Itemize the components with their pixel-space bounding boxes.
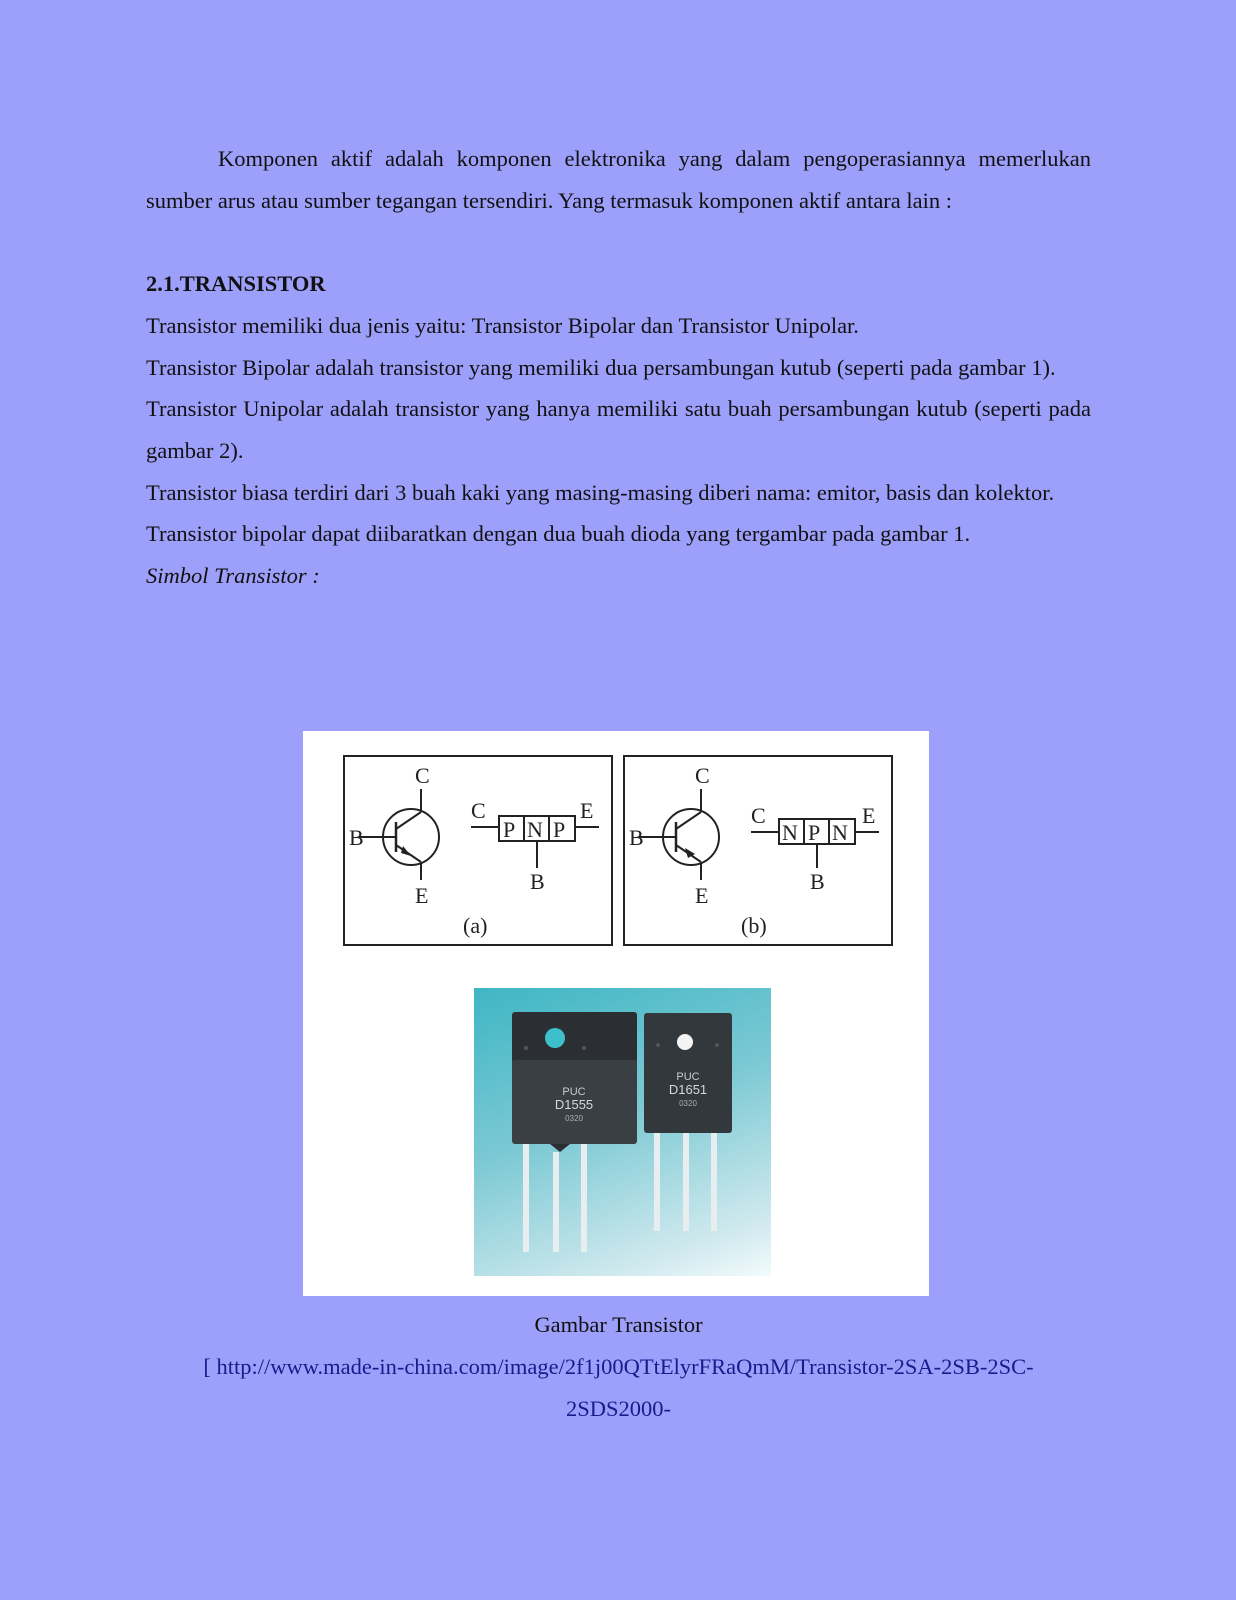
npn-block-collector-label: C [751, 803, 766, 828]
paragraph-unipolar: Transistor Unipolar adalah transistor yang hanya memiliki satu buah persambungan kutub (seperti pada gambar 2). [146, 396, 1091, 463]
figure-caption: Gambar Transistor [534, 1312, 703, 1337]
left-transistor-code: 0320 [565, 1114, 583, 1123]
document-body [146, 138, 1091, 597]
npn-symbol-collector-label: C [695, 763, 710, 788]
paragraph-legs: Transistor biasa terdiri dari 3 buah kaki yang masing-masing diberi nama: emitor, basis dan kolektor. [146, 479, 1055, 505]
pnp-symbol-collector-label: C [415, 763, 430, 788]
pnp-block-collector-label: C [471, 798, 486, 823]
paragraph-types: Transistor memiliki dua jenis yaitu: Transistor Bipolar dan Transistor Unipolar. [146, 312, 859, 338]
pnp-symbol-emitter-label: E [415, 883, 429, 908]
right-transistor-code: 0320 [679, 1099, 697, 1108]
npn-symbol-diagram [623, 755, 893, 946]
pnp-junction-n: N [527, 817, 543, 842]
left-transistor-part: D1555 [554, 1097, 594, 1112]
npn-block-base-label: B [810, 869, 825, 894]
pnp-symbol-diagram [343, 755, 613, 946]
left-transistor-brand: PUC [562, 1086, 586, 1098]
diagram-b-label: (b) [741, 913, 767, 938]
paragraph-diode: Transistor bipolar dapat diibaratkan dengan dua buah dioda yang tergambar pada gambar 1. [146, 521, 971, 547]
paragraph-bipolar: Transistor Bipolar adalah transistor yang memiliki dua persambungan kutub (seperti pada gambar 1). [146, 354, 1056, 380]
pnp-symbol-base-label: B [349, 825, 364, 850]
transistor-figure [303, 731, 929, 1296]
transistor-photo-drawing [474, 988, 771, 1276]
source-link-line-2[interactable]: 2SDS2000- [565, 1396, 672, 1421]
npn-symbol-emitter-label: E [695, 883, 709, 908]
transistor-photo [474, 988, 771, 1276]
section-heading: 2.1.TRANSISTOR [146, 271, 326, 297]
npn-block-emitter-label: E [862, 803, 876, 828]
npn-junction-n2: N [832, 820, 848, 845]
npn-symbol-base-label: B [629, 825, 644, 850]
npn-junction-p: P [808, 820, 821, 845]
npn-junction-n1: N [782, 820, 798, 845]
pnp-block-base-label: B [530, 869, 545, 894]
intro-paragraph: Komponen aktif adalah komponen elektronika yang dalam pengoperasiannya memerlukan sumber arus atau sumber tegangan tersendiri. Yang termasuk komponen aktif antara lain : [146, 146, 1091, 213]
diagram-a-label: (a) [463, 913, 488, 938]
symbol-label: Simbol Transistor : [146, 563, 320, 589]
pnp-junction-p2: P [553, 817, 566, 842]
pnp-block-emitter-label: E [580, 798, 594, 823]
right-transistor-brand: PUC [676, 1071, 700, 1083]
source-link-line-1[interactable]: [ http://www.made-in-china.com/image/2f1j00QTtElyrFRaQmM/Transistor-2SA-2SB-2SC- [203, 1354, 1034, 1379]
right-transistor-part: D1651 [668, 1082, 708, 1097]
pnp-junction-p1: P [503, 817, 516, 842]
